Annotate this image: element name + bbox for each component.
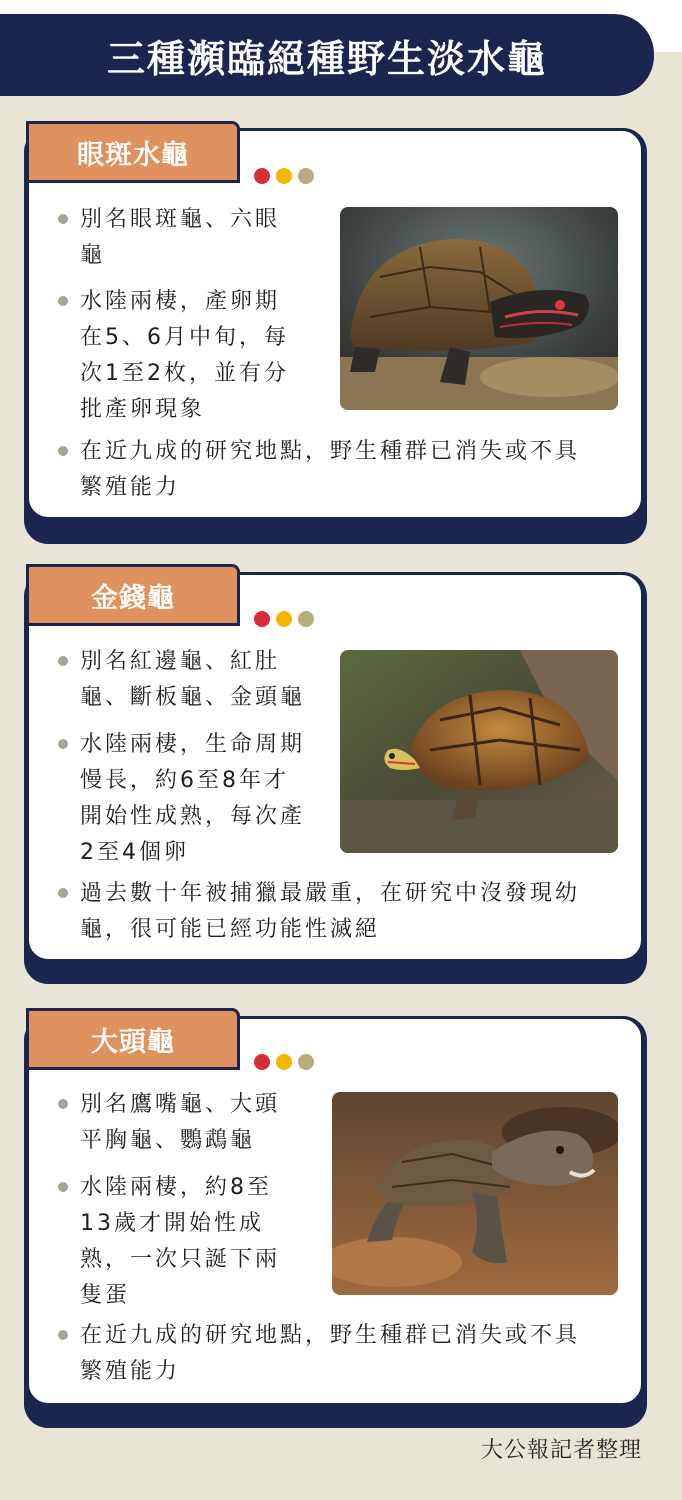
bullet-item	[58, 1087, 280, 1159]
dot-icon	[276, 611, 292, 627]
species-tab-1	[26, 121, 240, 183]
dot-icon	[276, 1054, 292, 1070]
bullet-icon	[58, 739, 68, 749]
bullet-icon	[58, 296, 68, 306]
bullet-item	[58, 727, 305, 871]
species-tab-2	[26, 564, 240, 626]
bullet-item	[58, 1318, 580, 1390]
dot-icon	[254, 1054, 270, 1070]
bullet-text: 過去數十年被捕獵最嚴重，在研究中沒發現幼 龜，很可能已經功能性滅絕	[80, 881, 581, 942]
credit-text: 大公報記者整理	[480, 1438, 642, 1463]
bullet-icon	[58, 1099, 68, 1109]
bullet-text: 別名眼斑龜、六眼 龜	[80, 207, 281, 268]
dot-icon	[254, 611, 270, 627]
bullet-icon	[58, 1182, 68, 1192]
species-tab-3	[26, 1008, 240, 1070]
decorative-dots	[254, 1054, 314, 1070]
decorative-dots	[254, 168, 314, 184]
dot-icon	[298, 168, 314, 184]
bullet-item	[58, 876, 580, 948]
species-name: 金錢龜	[91, 582, 175, 614]
bullet-text: 別名鷹嘴龜、大頭 平胸龜、鸚鵡龜	[80, 1092, 281, 1153]
bullet-item	[58, 644, 305, 716]
bullet-text: 水陸兩棲，產卵期 在5、6月中旬，每 次1至2枚，並有分 批產卵現象	[80, 289, 289, 422]
turtle-photo-bighead	[332, 1092, 618, 1295]
bullet-text: 水陸兩棲，約8至 13歲才開始性成 熟，一次只誕下兩 隻蛋	[80, 1175, 281, 1308]
bullet-icon	[58, 1330, 68, 1340]
bullet-item	[58, 434, 580, 506]
turtle-photo-golden	[340, 650, 618, 853]
page-title: 三種瀕臨絕種野生淡水龜	[106, 36, 547, 81]
bullet-text: 在近九成的研究地點，野生種群已消失或不具 繁殖能力	[80, 439, 581, 500]
species-name: 大頭龜	[91, 1026, 175, 1058]
bullet-icon	[58, 888, 68, 898]
decorative-dots	[254, 611, 314, 627]
dot-icon	[298, 1054, 314, 1070]
dot-icon	[276, 168, 292, 184]
bullet-text: 在近九成的研究地點，野生種群已消失或不具 繁殖能力	[80, 1323, 581, 1384]
dot-icon	[254, 168, 270, 184]
dot-icon	[298, 611, 314, 627]
bullet-text: 別名紅邊龜、紅肚 龜、斷板龜、金頭龜	[80, 649, 306, 710]
bullet-text: 水陸兩棲，生命周期 慢長，約6至8年才 開始性成熟，每次產 2至4個卵	[80, 732, 306, 865]
bullet-item	[58, 202, 280, 274]
bullet-icon	[58, 656, 68, 666]
title-banner	[0, 14, 654, 96]
species-name: 眼斑水龜	[77, 139, 189, 171]
bullet-item	[58, 1170, 280, 1314]
bullet-icon	[58, 214, 68, 224]
bullet-icon	[58, 446, 68, 456]
turtle-photo-eyed	[340, 207, 618, 410]
bullet-item	[58, 284, 289, 428]
